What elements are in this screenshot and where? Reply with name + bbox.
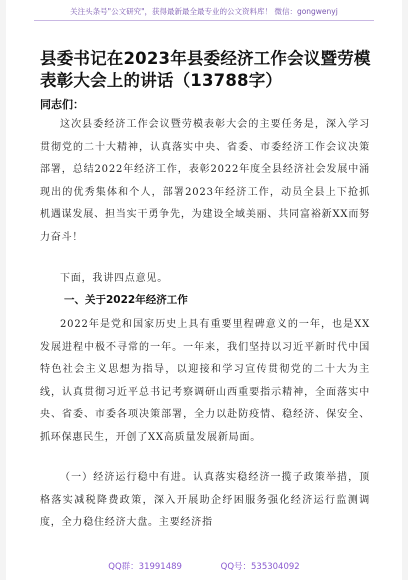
header-banner: 关注头条号"公文研究"，获得最新最全最专业的公文资料库！ 微信：gongwenyj — [70, 7, 338, 16]
paragraph: 这次县委经济工作会议暨劳模表彰大会的主要任务是，深入学习贯彻党的二十大精神，认真落实中央、省委、市委经济工作会议决策部署，总结2022年经济工作，表彰2022年度全县经济社会发展中涌现出的优秀集体和个人，部署2023年经济工作，动员全县上下抢抓机遇谋发展、担当实干勇争先，为建设全域美丽、共同富裕新XX而努力奋斗！ — [40, 119, 370, 243]
section-heading: 一、关于2022年经济工作 — [64, 294, 188, 306]
document-title: 县委书记在2023年县委经济工作会议暨劳模表彰大会上的讲话（13788字） — [40, 49, 371, 90]
document-page — [6, 0, 402, 580]
paragraph: 下面，我讲四点意见。 — [60, 273, 168, 284]
header-divider — [34, 20, 374, 21]
paragraph: 2022年是党和国家历史上具有重要里程碑意义的一年，也是XX发展进程中极不寻常的一年。一年来，我们坚持以习近平新时代中国特色社会主义思想为指导，以迎接和学习宣传贯彻党的二十大为主线，认真贯彻习近平总书记考察调研山西重要指示精神，全面落实中央、省委、市委各项决策部署，全力以赴防疫情、稳经济、保安全、抓环保惠民生，开创了XX高质量发展新局面。 — [40, 319, 370, 443]
salutation: 同志们： — [40, 98, 84, 111]
footer-qq-group: QQ群：31991489 — [108, 562, 182, 572]
paragraph: （一）经济运行稳中有进。认真落实稳经济一揽子政策举措，顶格落实减税降费政策，深入开展助企纾困服务强化经济运行监测调度，全力稳住经济大盘。主要经济指 — [40, 472, 370, 529]
footer-contact — [6, 560, 402, 572]
footer-qq-number: QQ号：535304092 — [220, 562, 300, 572]
